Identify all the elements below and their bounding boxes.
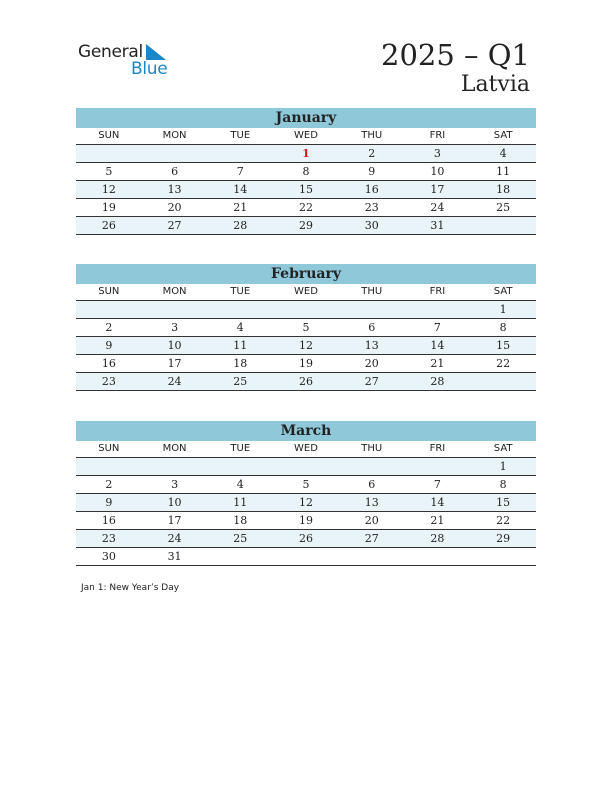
day-cell: 27 (364, 375, 379, 388)
month-february (76, 264, 536, 391)
weekday-label-sun: SUN (98, 286, 120, 297)
weekday-label-tue: TUE (230, 130, 251, 141)
day-cell: 21 (233, 201, 248, 214)
day-cell: 2 (105, 321, 113, 334)
day-cell: 2 (105, 478, 113, 491)
day-cell: 26 (298, 532, 313, 545)
empty-day-cell (142, 145, 208, 162)
day-cell: 6 (368, 478, 376, 491)
day-cell: 15 (496, 496, 511, 509)
day-cell: 18 (233, 514, 248, 527)
week-row (76, 198, 536, 216)
weekday-label-thu: THU (361, 443, 383, 454)
empty-day-cell (405, 301, 471, 318)
weekday-label-mon: MON (162, 130, 187, 141)
day-cell: 24 (167, 532, 182, 545)
day-cell: 14 (233, 183, 248, 196)
day-cell: 19 (298, 514, 313, 527)
weekday-label-mon: MON (162, 443, 187, 454)
day-cell: 28 (233, 219, 248, 232)
day-cell: 15 (496, 339, 511, 352)
empty-day-cell (207, 145, 273, 162)
day-cell: 27 (364, 532, 379, 545)
day-cell: 25 (233, 375, 248, 388)
day-cell: 24 (167, 375, 182, 388)
weekday-label-sun: SUN (98, 443, 120, 454)
weekday-label-thu: THU (361, 286, 383, 297)
month-header: February (76, 264, 536, 284)
day-cell: 13 (364, 339, 379, 352)
weekday-row (76, 128, 536, 144)
holiday-day-cell: 1 (302, 147, 310, 160)
day-cell: 22 (496, 514, 511, 527)
month-january (76, 108, 536, 235)
empty-day-cell (470, 217, 536, 234)
day-cell: 9 (105, 496, 113, 509)
weekday-label-mon: MON (162, 286, 187, 297)
day-cell: 16 (101, 514, 116, 527)
weekday-row (76, 441, 536, 457)
day-cell: 18 (496, 183, 511, 196)
day-cell: 28 (430, 532, 445, 545)
weekday-label-sat: SAT (493, 443, 513, 454)
day-cell: 3 (433, 147, 441, 160)
week-row (76, 162, 536, 180)
day-cell: 5 (302, 478, 310, 491)
month-weeks (76, 457, 536, 566)
day-cell: 29 (298, 219, 313, 232)
week-row (76, 144, 536, 162)
day-cell: 23 (101, 375, 116, 388)
day-cell: 9 (105, 339, 113, 352)
day-cell: 19 (101, 201, 116, 214)
weekday-row (76, 284, 536, 300)
empty-day-cell (339, 548, 405, 565)
logo-blue-text: Blue (131, 59, 168, 79)
weekday-label-wed: WED (294, 130, 318, 141)
day-cell: 6 (368, 321, 376, 334)
empty-day-cell (470, 373, 536, 390)
weekday-label-sun: SUN (98, 130, 120, 141)
day-cell: 23 (364, 201, 379, 214)
day-cell: 17 (430, 183, 445, 196)
day-cell: 7 (433, 321, 441, 334)
week-row (76, 547, 536, 566)
day-cell: 9 (368, 165, 376, 178)
weekday-label-wed: WED (294, 443, 318, 454)
week-row (76, 300, 536, 318)
empty-day-cell (142, 458, 208, 475)
empty-day-cell (405, 458, 471, 475)
day-cell: 26 (101, 219, 116, 232)
day-cell: 21 (430, 357, 445, 370)
day-cell: 6 (171, 165, 179, 178)
empty-day-cell (273, 548, 339, 565)
empty-day-cell (142, 301, 208, 318)
day-cell: 14 (430, 496, 445, 509)
day-cell: 5 (302, 321, 310, 334)
day-cell: 20 (364, 514, 379, 527)
weekday-label-sat: SAT (493, 286, 513, 297)
week-row (76, 457, 536, 475)
day-cell: 24 (430, 201, 445, 214)
day-cell: 20 (167, 201, 182, 214)
logo-general-text: General (78, 42, 143, 62)
day-cell: 23 (101, 532, 116, 545)
week-row (76, 529, 536, 547)
week-row (76, 180, 536, 198)
day-cell: 4 (236, 478, 244, 491)
day-cell: 12 (298, 339, 313, 352)
day-cell: 2 (368, 147, 376, 160)
week-row (76, 511, 536, 529)
day-cell: 11 (233, 339, 248, 352)
empty-day-cell (339, 458, 405, 475)
day-cell: 19 (298, 357, 313, 370)
week-row (76, 318, 536, 336)
day-cell: 28 (430, 375, 445, 388)
empty-day-cell (207, 548, 273, 565)
day-cell: 3 (171, 321, 179, 334)
day-cell: 25 (233, 532, 248, 545)
day-cell: 25 (496, 201, 511, 214)
week-row (76, 216, 536, 235)
day-cell: 5 (105, 165, 113, 178)
day-cell: 13 (364, 496, 379, 509)
empty-day-cell (339, 301, 405, 318)
day-cell: 16 (101, 357, 116, 370)
empty-day-cell (405, 548, 471, 565)
weekday-label-tue: TUE (230, 443, 251, 454)
day-cell: 12 (101, 183, 116, 196)
day-cell: 7 (236, 165, 244, 178)
week-row (76, 354, 536, 372)
day-cell: 20 (364, 357, 379, 370)
day-cell: 8 (302, 165, 310, 178)
page-title: 2025 – Q1 (381, 38, 530, 72)
day-cell: 3 (171, 478, 179, 491)
day-cell: 8 (499, 321, 507, 334)
day-cell: 30 (364, 219, 379, 232)
day-cell: 4 (236, 321, 244, 334)
empty-day-cell (76, 458, 142, 475)
weekday-label-wed: WED (294, 286, 318, 297)
day-cell: 17 (167, 514, 182, 527)
day-cell: 1 (499, 303, 507, 316)
weekday-label-sat: SAT (493, 130, 513, 141)
day-cell: 4 (499, 147, 507, 160)
day-cell: 10 (430, 165, 445, 178)
day-cell: 7 (433, 478, 441, 491)
day-cell: 21 (430, 514, 445, 527)
day-cell: 26 (298, 375, 313, 388)
day-cell: 31 (167, 550, 182, 563)
weekday-label-thu: THU (361, 130, 383, 141)
generalblue-logo (78, 42, 178, 78)
day-cell: 30 (101, 550, 116, 563)
empty-day-cell (273, 301, 339, 318)
empty-day-cell (76, 301, 142, 318)
empty-day-cell (207, 301, 273, 318)
weekday-label-fri: FRI (429, 286, 446, 297)
day-cell: 31 (430, 219, 445, 232)
day-cell: 1 (499, 460, 507, 473)
week-row (76, 336, 536, 354)
month-header: March (76, 421, 536, 441)
month-weeks (76, 144, 536, 235)
day-cell: 22 (496, 357, 511, 370)
empty-day-cell (273, 458, 339, 475)
day-cell: 18 (233, 357, 248, 370)
weekday-label-tue: TUE (230, 286, 251, 297)
weekday-label-fri: FRI (429, 443, 446, 454)
empty-day-cell (207, 458, 273, 475)
week-row (76, 475, 536, 493)
empty-day-cell (76, 145, 142, 162)
week-row (76, 372, 536, 391)
day-cell: 11 (496, 165, 511, 178)
day-cell: 15 (298, 183, 313, 196)
month-weeks (76, 300, 536, 391)
day-cell: 17 (167, 357, 182, 370)
logo-triangle-icon (146, 44, 168, 60)
day-cell: 11 (233, 496, 248, 509)
month-march (76, 421, 536, 566)
empty-day-cell (470, 548, 536, 565)
day-cell: 10 (167, 339, 182, 352)
day-cell: 22 (298, 201, 313, 214)
week-row (76, 493, 536, 511)
day-cell: 13 (167, 183, 182, 196)
day-cell: 14 (430, 339, 445, 352)
day-cell: 10 (167, 496, 182, 509)
month-header: January (76, 108, 536, 128)
day-cell: 12 (298, 496, 313, 509)
holiday-note: Jan 1: New Year’s Day (81, 583, 180, 593)
day-cell: 8 (499, 478, 507, 491)
weekday-label-fri: FRI (429, 130, 446, 141)
day-cell: 27 (167, 219, 182, 232)
country-name: Latvia (460, 72, 530, 97)
day-cell: 16 (364, 183, 379, 196)
day-cell: 29 (496, 532, 511, 545)
